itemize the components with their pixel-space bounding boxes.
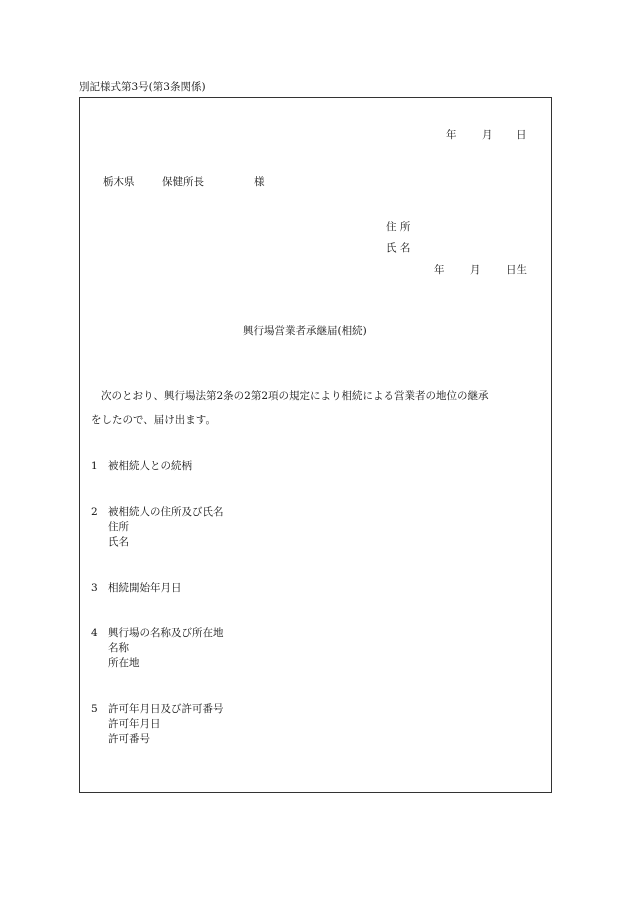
birth-year-label: 年: [434, 264, 445, 276]
item-number: 1: [91, 460, 98, 472]
item-sub-label: 住所: [108, 521, 129, 533]
date-day-label: 日: [516, 129, 527, 141]
item-number: 5: [91, 703, 98, 715]
item-number: 3: [91, 582, 98, 594]
date-year-label: 年: [446, 129, 457, 141]
applicant-name-label: 氏 名: [386, 242, 411, 254]
item-title: 被相続人との続柄: [108, 460, 192, 472]
item-sub-label: 名称: [108, 642, 129, 654]
addressee-office: 保健所長: [162, 176, 204, 188]
item-sub-label: 許可年月日: [108, 718, 161, 730]
form-label: 別記様式第3号(第3条関係): [79, 81, 206, 93]
item-title: 相続開始年月日: [108, 582, 182, 594]
addressee-honorific: 様: [254, 176, 265, 188]
body-text-line1: 次のとおり、興行場法第2条の2第2項の規定により相続による営業者の地位の継承: [101, 390, 489, 402]
addressee-prefecture: 栃木県: [103, 176, 135, 188]
item-title: 興行場の名称及び所在地: [108, 627, 224, 639]
form-frame: [79, 97, 552, 793]
body-text-line2: をしたので、届け出ます。: [91, 414, 216, 426]
item-sub-label: 所在地: [108, 657, 140, 669]
birth-day-label: 日生: [506, 264, 527, 276]
item-number: 4: [91, 627, 98, 639]
date-month-label: 月: [482, 129, 493, 141]
applicant-address-label: 住 所: [386, 221, 411, 233]
item-number: 2: [91, 506, 98, 518]
item-sub-label: 氏名: [108, 536, 129, 548]
birth-month-label: 月: [470, 264, 481, 276]
item-title: 被相続人の住所及び氏名: [108, 506, 224, 518]
document-title: 興行場営業者承継届(相続): [243, 325, 367, 337]
item-sub-label: 許可番号: [108, 733, 150, 745]
item-title: 許可年月日及び許可番号: [108, 703, 224, 715]
